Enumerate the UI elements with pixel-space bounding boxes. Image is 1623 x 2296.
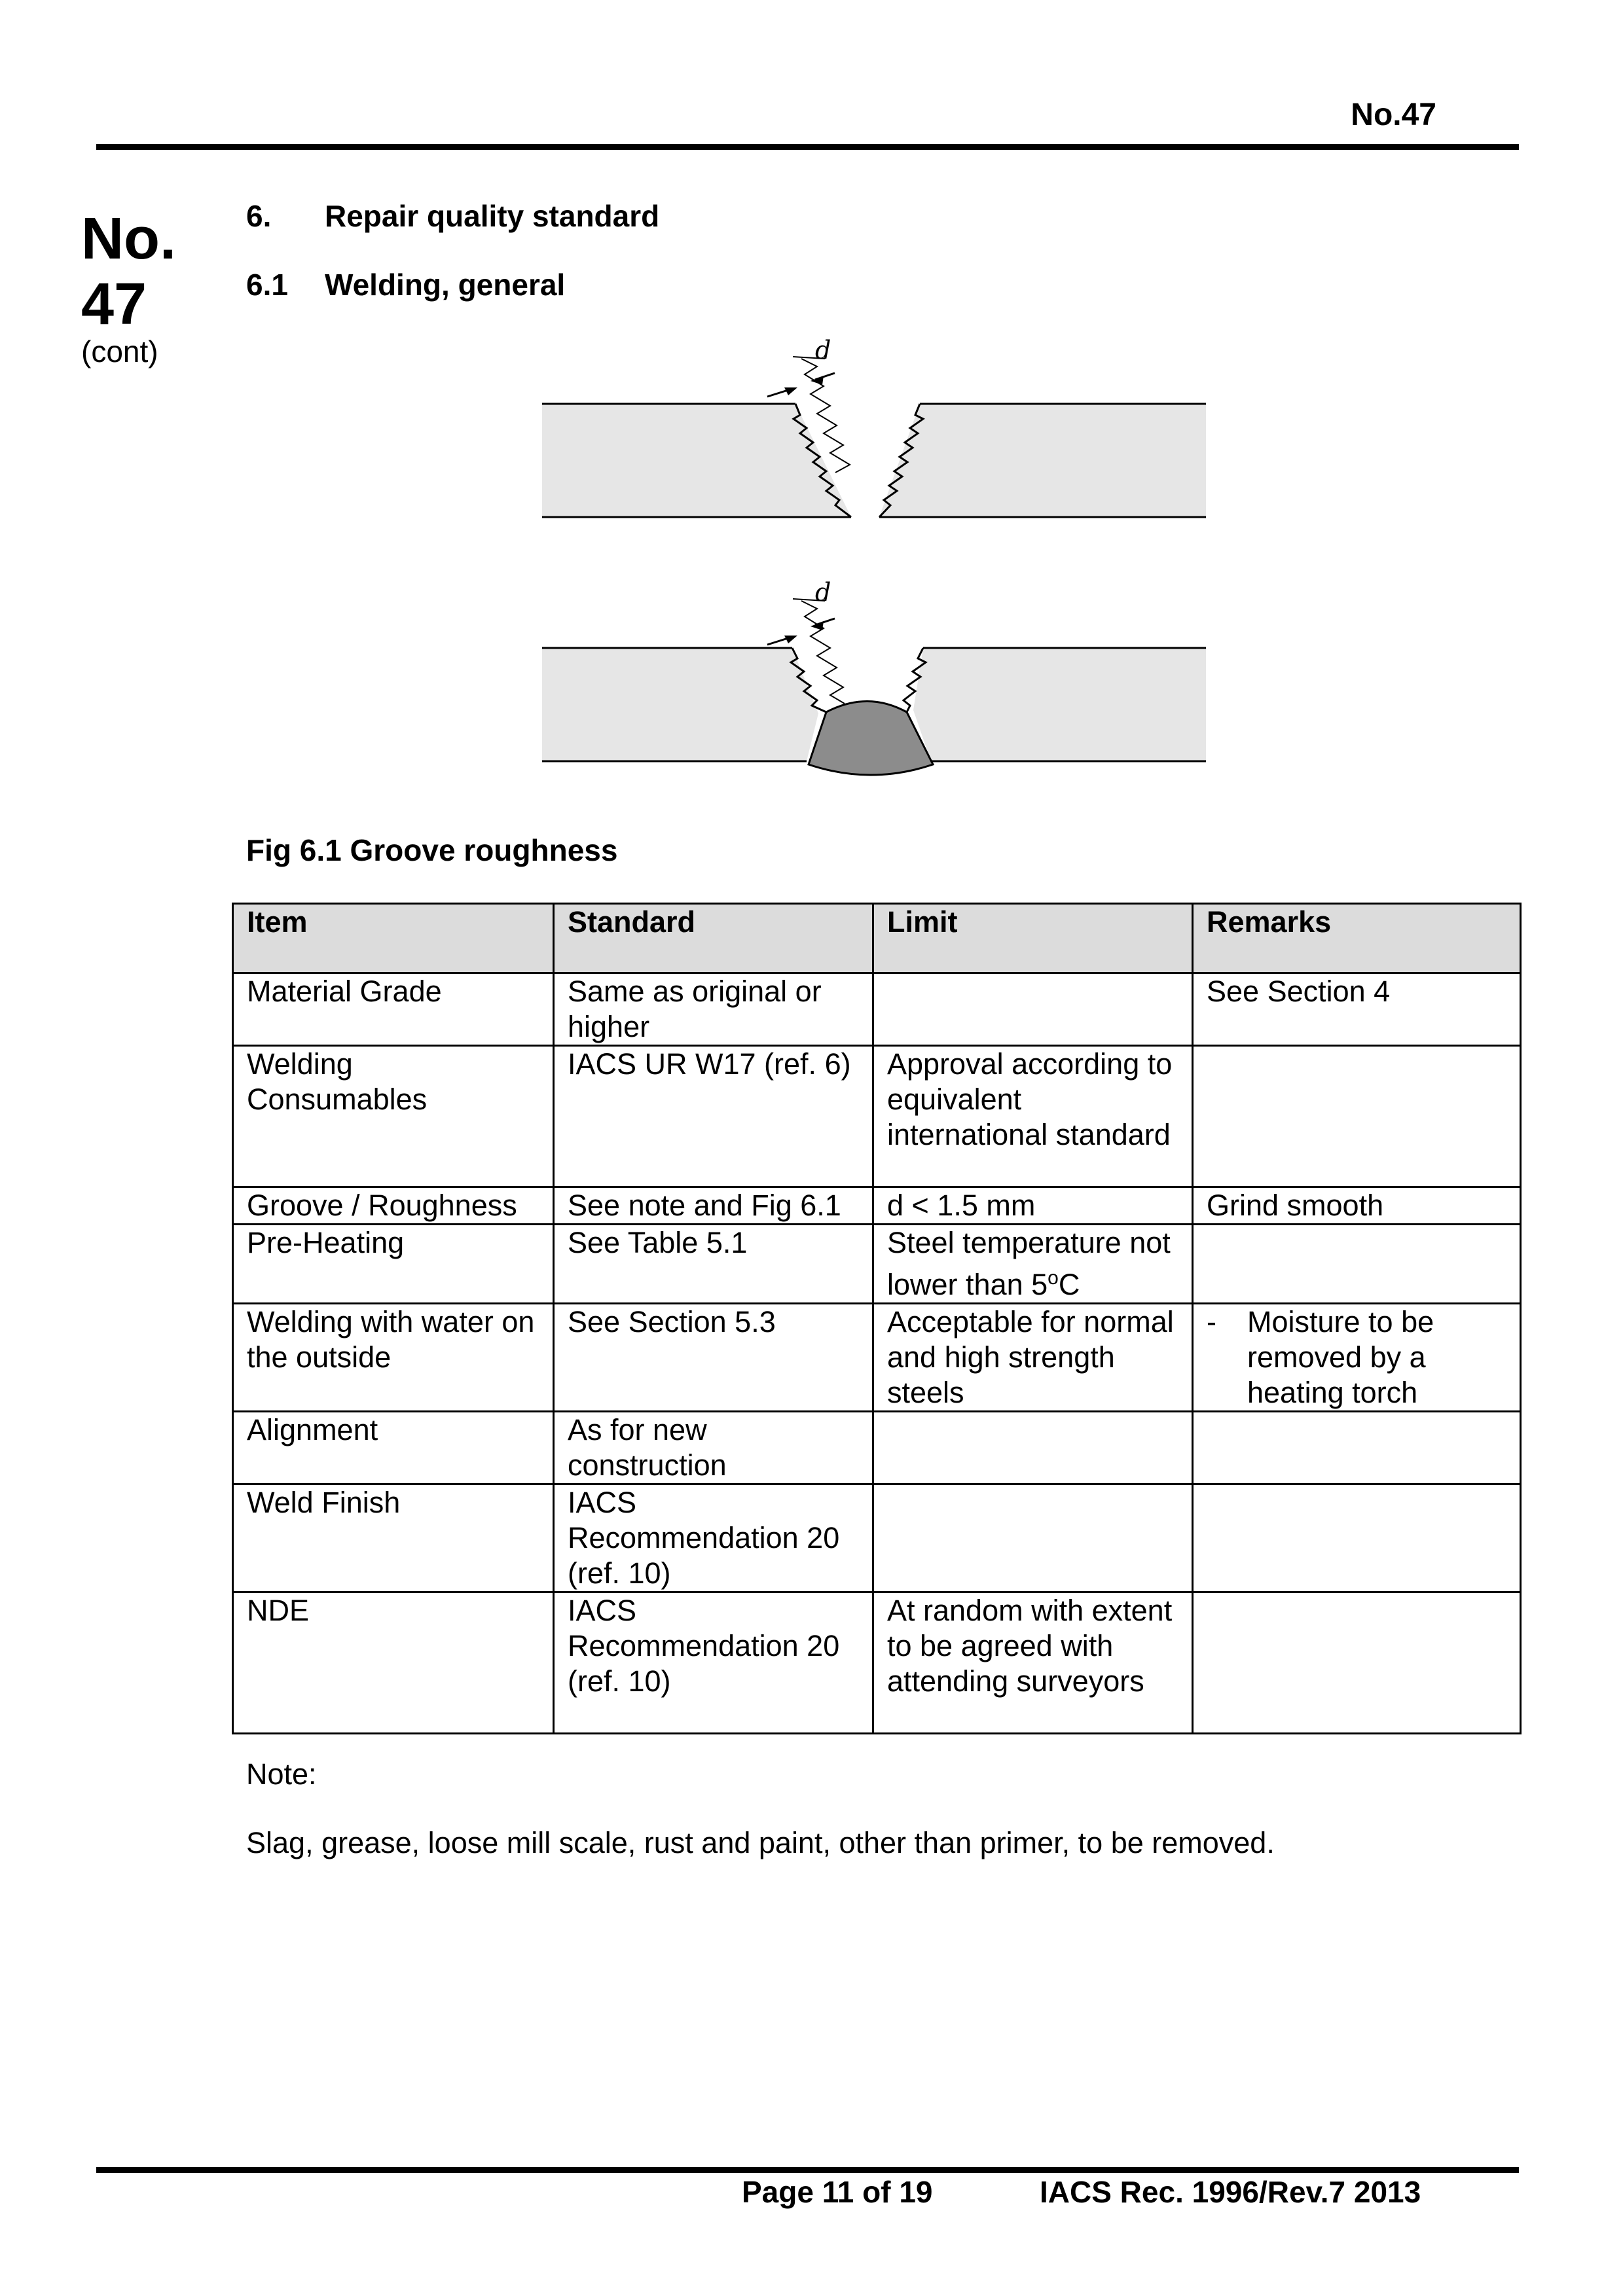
cell-remarks — [1193, 1484, 1521, 1592]
subsection-number: 6.1 — [246, 268, 288, 302]
groove-diagram-unwelded — [542, 336, 1206, 517]
column-header-remarks: Remarks — [1193, 904, 1521, 973]
degree-superscript: o — [1048, 1267, 1059, 1289]
side-tab-number-line1: No. — [81, 206, 176, 272]
cell-limit — [873, 973, 1193, 1046]
cell-item: Pre-Heating — [233, 1225, 554, 1304]
cell-standard: As for new construction — [554, 1412, 873, 1484]
section-number: 6. — [246, 199, 272, 233]
header-rule — [96, 144, 1519, 150]
side-tab-number — [81, 206, 176, 337]
cell-remarks — [1193, 1225, 1521, 1304]
side-tab-cont: (cont) — [81, 334, 158, 368]
cell-limit — [873, 1225, 1193, 1304]
cell-limit: d < 1.5 mm — [873, 1187, 1193, 1225]
column-header-item: Item — [233, 904, 554, 973]
footer-rule — [96, 2167, 1519, 2173]
cell-remarks — [1193, 1304, 1521, 1412]
table-row — [233, 1412, 1521, 1484]
note-text: Slag, grease, loose mill scale, rust and paint, other than primer, to be removed. — [246, 1826, 1275, 1859]
table-row — [233, 1484, 1521, 1592]
cell-remarks: Grind smooth — [1193, 1187, 1521, 1225]
column-header-standard: Standard — [554, 904, 873, 973]
table-header-row — [233, 904, 1521, 973]
limit-unit: C — [1058, 1268, 1080, 1301]
table-row — [233, 973, 1521, 1046]
right-plate-lower — [913, 648, 1206, 761]
cell-standard: See note and Fig 6.1 — [554, 1187, 873, 1225]
cell-item: Welding Consumables — [233, 1046, 554, 1187]
table-row — [233, 1225, 1521, 1304]
cell-remarks: See Section 4 — [1193, 973, 1521, 1046]
remarks-bullet — [1207, 1304, 1506, 1410]
left-plate — [542, 404, 851, 517]
cell-item: Groove / Roughness — [233, 1187, 554, 1225]
note-label: Note: — [246, 1757, 317, 1791]
cell-item: Material Grade — [233, 973, 554, 1046]
footer-reference: IACS Rec. 1996/Rev.7 2013 — [1040, 2175, 1421, 2209]
cell-remarks — [1193, 1592, 1521, 1734]
repair-quality-table — [232, 903, 1522, 1734]
table-row — [233, 1592, 1521, 1734]
cell-remarks — [1193, 1046, 1521, 1187]
groove-diagram-welded — [542, 578, 1206, 775]
table-row — [233, 1304, 1521, 1412]
cell-limit — [873, 1412, 1193, 1484]
dimension-label-d-bottom: d — [815, 578, 831, 607]
table-row — [233, 1187, 1521, 1225]
side-tab-number-line2: 47 — [81, 272, 147, 337]
bullet-dash: - — [1207, 1305, 1216, 1338]
cell-item: Welding with water on the outside — [233, 1304, 554, 1412]
cell-item: NDE — [233, 1592, 554, 1734]
figure-caption: Fig 6.1 Groove roughness — [246, 833, 618, 867]
column-header-limit: Limit — [873, 904, 1193, 973]
subsection-title: Welding, general — [325, 268, 566, 302]
cell-limit: At random with extent to be agreed with attending surveyors — [873, 1592, 1193, 1734]
cell-item: Alignment — [233, 1412, 554, 1484]
cell-item: Weld Finish — [233, 1484, 554, 1592]
cell-remarks — [1193, 1412, 1521, 1484]
cell-limit: Acceptable for normal and high strength steels — [873, 1304, 1193, 1412]
cell-standard: IACS Recommendation 20 (ref. 10) — [554, 1592, 873, 1734]
remarks-text: Moisture to be removed by a heating torch — [1247, 1305, 1434, 1409]
cell-standard: IACS UR W17 (ref. 6) — [554, 1046, 873, 1187]
cell-standard: Same as original or higher — [554, 973, 873, 1046]
table-row — [233, 1046, 1521, 1187]
limit-text: Steel temperature not lower than 5 — [887, 1226, 1171, 1301]
cell-limit: Approval according to equivalent international standard — [873, 1046, 1193, 1187]
left-plate-lower — [542, 648, 818, 761]
cell-standard: IACS Recommendation 20 (ref. 10) — [554, 1484, 873, 1592]
section-title: Repair quality standard — [325, 199, 660, 233]
cell-standard: See Table 5.1 — [554, 1225, 873, 1304]
groove-roughness-figure — [537, 327, 1218, 785]
cell-standard: See Section 5.3 — [554, 1304, 873, 1412]
dimension-label-d-top: d — [815, 336, 831, 365]
cell-limit — [873, 1484, 1193, 1592]
right-plate — [879, 404, 1206, 517]
header-doc-number: No.47 — [1351, 98, 1436, 132]
footer-page-number: Page 11 of 19 — [742, 2175, 933, 2209]
